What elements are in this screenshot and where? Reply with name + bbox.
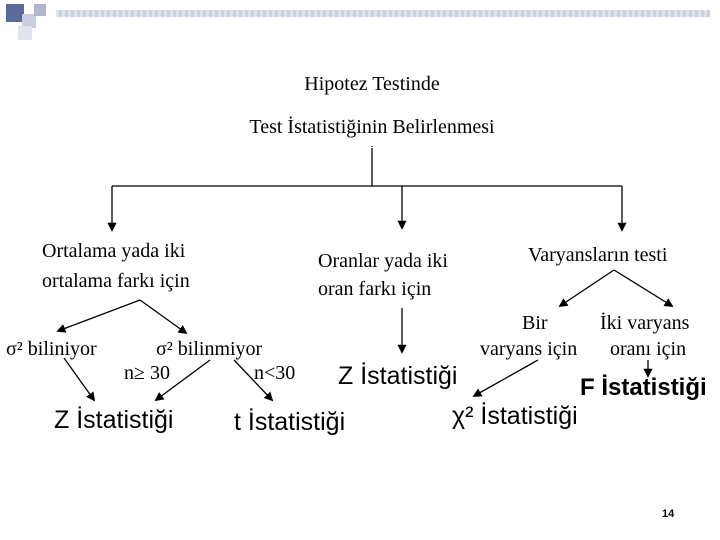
mean-label-line-1: Ortalama yada iki xyxy=(42,240,186,262)
t-statistic-result: t İstatistiği xyxy=(234,408,346,436)
unknown-sigma-label: σ² bilinmiyor xyxy=(156,338,263,360)
f-statistic-result: F İstatistiği xyxy=(580,374,707,401)
proportion-label-line-2: oran farkı için xyxy=(318,278,432,300)
page-number: 14 xyxy=(662,508,675,520)
mean-right-arrow xyxy=(140,300,186,333)
chi-square-statistic-result: χ² İstatistiği xyxy=(452,402,578,430)
known-sigma-arrow xyxy=(64,358,94,400)
z-statistic-result-left: Z İstatistiği xyxy=(54,406,174,434)
variance-label: Varyansların testi xyxy=(528,244,668,266)
one-variance-label-line-2: varyans için xyxy=(480,338,578,360)
z-statistic-result-proportion: Z İstatistiği xyxy=(338,362,458,390)
one-variance-label-line-1: Bir xyxy=(522,312,548,334)
title-line-1: Hipotez Testinde xyxy=(304,73,440,95)
n-small-label: n<30 xyxy=(254,362,296,384)
title-line-2: Test İstatistiğinin Belirlenmesi xyxy=(249,116,495,138)
two-variance-label-line-2: oranı için xyxy=(610,338,687,360)
known-sigma-label: σ² biliniyor xyxy=(6,338,97,360)
two-variance-label-line-1: İki varyans xyxy=(600,312,690,334)
n-large-label: n≥ 30 xyxy=(124,362,170,384)
variance-right-arrow xyxy=(614,270,672,306)
proportion-label-line-1: Oranlar yada iki xyxy=(318,250,448,272)
variance-left-arrow xyxy=(560,270,614,306)
mean-label-line-2: ortalama farkı için xyxy=(42,270,190,292)
mean-left-arrow xyxy=(58,300,140,331)
one-variance-arrow xyxy=(474,360,538,396)
